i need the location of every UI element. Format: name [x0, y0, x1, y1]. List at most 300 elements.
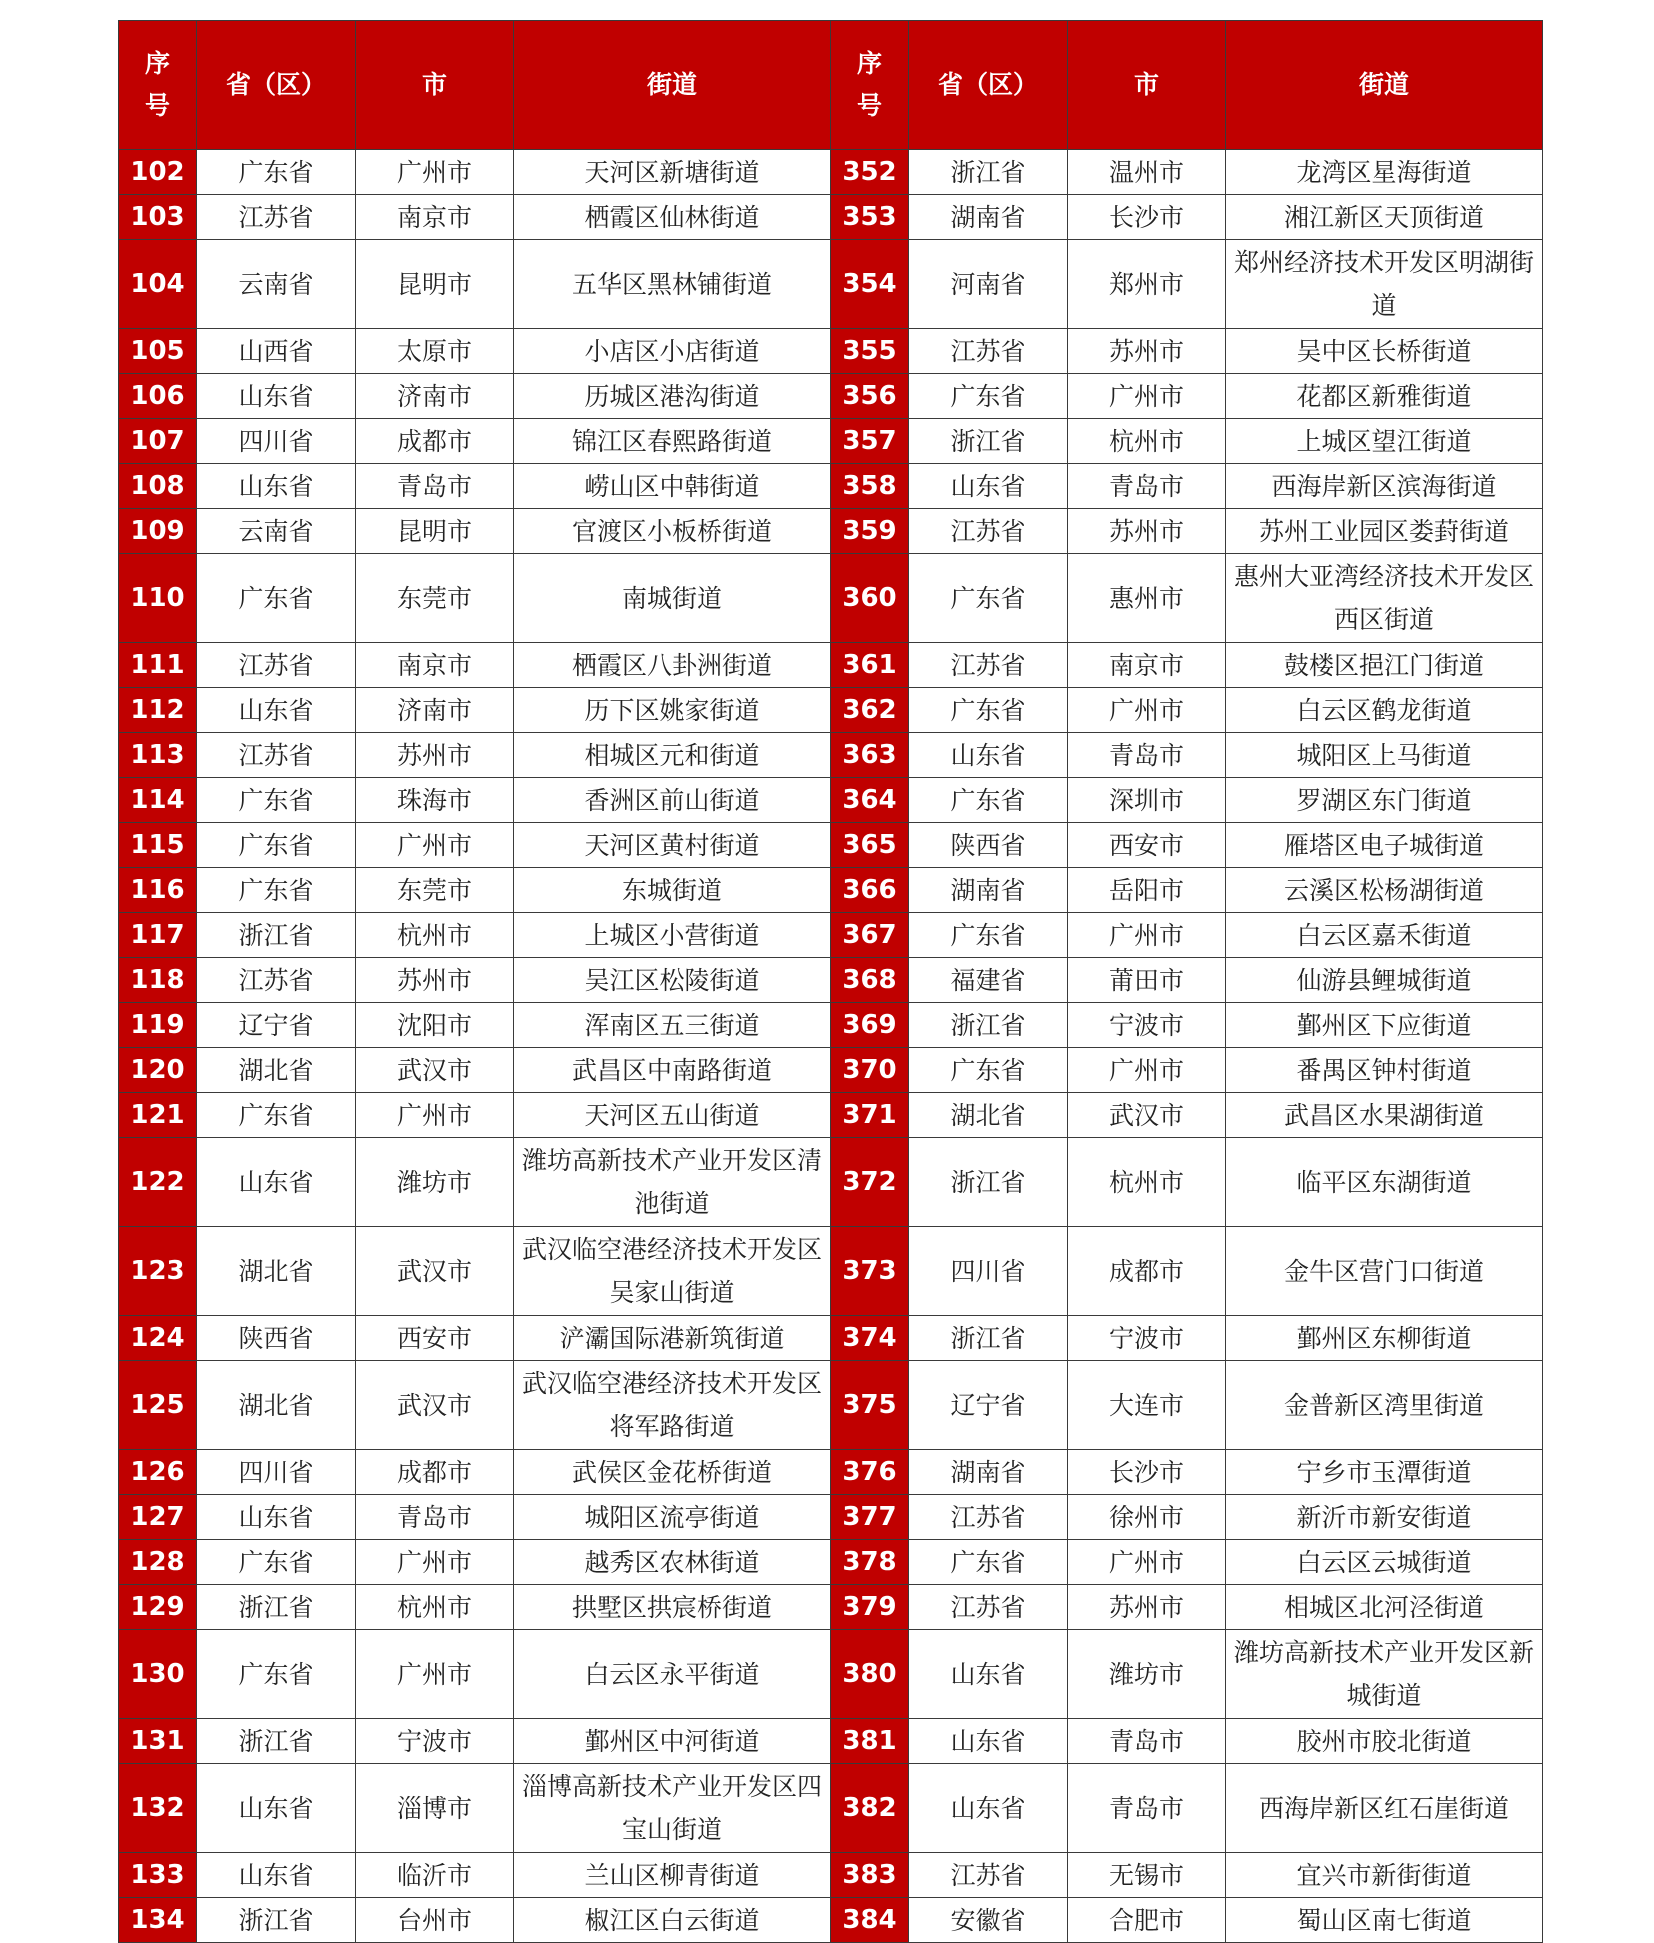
province-cell: 浙江省 — [197, 1719, 356, 1764]
street-cell: 花都区新雅街道 — [1226, 374, 1543, 419]
province-cell: 湖北省 — [197, 1227, 356, 1316]
province-cell: 广东省 — [197, 150, 356, 195]
province-cell: 广东省 — [909, 374, 1068, 419]
street-cell: 宜兴市新街街道 — [1226, 1853, 1543, 1898]
street-cell: 白云区嘉禾街道 — [1226, 913, 1543, 958]
city-cell: 广州市 — [1068, 1048, 1226, 1093]
serial-cell: 123 — [119, 1227, 197, 1316]
city-cell: 临沂市 — [356, 1853, 514, 1898]
street-cell: 仙游县鲤城街道 — [1226, 958, 1543, 1003]
serial-cell: 130 — [119, 1630, 197, 1719]
province-cell: 云南省 — [197, 240, 356, 329]
city-cell: 昆明市 — [356, 240, 514, 329]
street-cell: 新沂市新安街道 — [1226, 1495, 1543, 1540]
table-row — [119, 1048, 1543, 1093]
street-cell: 天河区新塘街道 — [514, 150, 831, 195]
city-cell: 苏州市 — [356, 733, 514, 778]
province-cell: 山东省 — [197, 688, 356, 733]
city-cell: 郑州市 — [1068, 240, 1226, 329]
city-cell: 沈阳市 — [356, 1003, 514, 1048]
city-cell: 广州市 — [1068, 374, 1226, 419]
city-cell: 成都市 — [356, 419, 514, 464]
serial-cell: 119 — [119, 1003, 197, 1048]
province-cell: 浙江省 — [909, 419, 1068, 464]
serial-cell: 364 — [831, 778, 909, 823]
city-cell: 杭州市 — [1068, 1138, 1226, 1227]
street-cell: 苏州工业园区娄葑街道 — [1226, 509, 1543, 554]
street-cell: 金普新区湾里街道 — [1226, 1361, 1543, 1450]
table-row — [119, 1585, 1543, 1630]
serial-cell: 118 — [119, 958, 197, 1003]
serial-cell: 381 — [831, 1719, 909, 1764]
city-cell: 南京市 — [1068, 643, 1226, 688]
province-cell: 浙江省 — [197, 913, 356, 958]
street-list-sheet — [118, 20, 1542, 1943]
table-row — [119, 1361, 1543, 1450]
serial-cell: 370 — [831, 1048, 909, 1093]
province-cell: 河南省 — [909, 240, 1068, 329]
province-cell: 江苏省 — [909, 643, 1068, 688]
province-cell: 江苏省 — [909, 1585, 1068, 1630]
street-cell: 相城区北河泾街道 — [1226, 1585, 1543, 1630]
city-cell: 青岛市 — [1068, 733, 1226, 778]
serial-cell: 380 — [831, 1630, 909, 1719]
serial-cell: 376 — [831, 1450, 909, 1495]
table-row — [119, 1630, 1543, 1719]
serial-cell: 114 — [119, 778, 197, 823]
serial-cell: 359 — [831, 509, 909, 554]
street-cell: 罗湖区东门街道 — [1226, 778, 1543, 823]
city-cell: 温州市 — [1068, 150, 1226, 195]
city-cell: 莆田市 — [1068, 958, 1226, 1003]
street-cell: 越秀区农林街道 — [514, 1540, 831, 1585]
province-cell: 浙江省 — [197, 1898, 356, 1943]
serial-cell: 133 — [119, 1853, 197, 1898]
city-cell: 长沙市 — [1068, 1450, 1226, 1495]
province-cell: 四川省 — [197, 419, 356, 464]
city-cell: 岳阳市 — [1068, 868, 1226, 913]
header-serial-right: 序 号 — [831, 21, 909, 150]
table-row — [119, 1316, 1543, 1361]
province-cell: 山东省 — [197, 374, 356, 419]
table-row — [119, 195, 1543, 240]
street-cell: 吴江区松陵街道 — [514, 958, 831, 1003]
street-cell: 锦江区春熙路街道 — [514, 419, 831, 464]
street-cell: 浐灞国际港新筑街道 — [514, 1316, 831, 1361]
province-cell: 山东省 — [909, 1719, 1068, 1764]
province-cell: 四川省 — [909, 1227, 1068, 1316]
street-cell: 官渡区小板桥街道 — [514, 509, 831, 554]
street-cell: 崂山区中韩街道 — [514, 464, 831, 509]
serial-cell: 363 — [831, 733, 909, 778]
province-cell: 湖北省 — [197, 1361, 356, 1450]
table-row — [119, 1853, 1543, 1898]
table-row — [119, 688, 1543, 733]
city-cell: 潍坊市 — [356, 1138, 514, 1227]
serial-cell: 105 — [119, 329, 197, 374]
province-cell: 山东省 — [909, 1630, 1068, 1719]
city-cell: 杭州市 — [356, 1585, 514, 1630]
serial-cell: 112 — [119, 688, 197, 733]
city-cell: 珠海市 — [356, 778, 514, 823]
serial-cell: 361 — [831, 643, 909, 688]
street-cell: 胶州市胶北街道 — [1226, 1719, 1543, 1764]
serial-cell: 132 — [119, 1764, 197, 1853]
serial-cell: 108 — [119, 464, 197, 509]
table-row — [119, 1227, 1543, 1316]
serial-cell: 382 — [831, 1764, 909, 1853]
table-row — [119, 1003, 1543, 1048]
table-row — [119, 1495, 1543, 1540]
serial-cell: 128 — [119, 1540, 197, 1585]
province-cell: 江苏省 — [197, 643, 356, 688]
street-cell: 云溪区松杨湖街道 — [1226, 868, 1543, 913]
province-cell: 山东省 — [197, 1495, 356, 1540]
city-cell: 徐州市 — [1068, 1495, 1226, 1540]
province-cell: 湖南省 — [909, 868, 1068, 913]
serial-cell: 377 — [831, 1495, 909, 1540]
table-row — [119, 509, 1543, 554]
serial-cell: 378 — [831, 1540, 909, 1585]
serial-cell: 365 — [831, 823, 909, 868]
table-row — [119, 823, 1543, 868]
street-cell: 上城区望江街道 — [1226, 419, 1543, 464]
city-cell: 南京市 — [356, 195, 514, 240]
province-cell: 浙江省 — [909, 150, 1068, 195]
city-cell: 广州市 — [356, 823, 514, 868]
street-cell: 金牛区营门口街道 — [1226, 1227, 1543, 1316]
city-cell: 广州市 — [356, 1630, 514, 1719]
province-cell: 山东省 — [909, 733, 1068, 778]
city-cell: 无锡市 — [1068, 1853, 1226, 1898]
city-cell: 长沙市 — [1068, 195, 1226, 240]
street-cell: 宁乡市玉潭街道 — [1226, 1450, 1543, 1495]
serial-cell: 353 — [831, 195, 909, 240]
street-table — [118, 20, 1543, 1943]
province-cell: 山东省 — [197, 464, 356, 509]
serial-cell: 109 — [119, 509, 197, 554]
city-cell: 广州市 — [356, 1540, 514, 1585]
serial-cell: 121 — [119, 1093, 197, 1138]
city-cell: 武汉市 — [356, 1361, 514, 1450]
city-cell: 青岛市 — [1068, 1719, 1226, 1764]
city-cell: 青岛市 — [356, 1495, 514, 1540]
street-cell: 历城区港沟街道 — [514, 374, 831, 419]
table-row — [119, 554, 1543, 643]
table-row — [119, 1138, 1543, 1227]
street-cell: 临平区东湖街道 — [1226, 1138, 1543, 1227]
street-cell: 淄博高新技术产业开发区四宝山街道 — [514, 1764, 831, 1853]
province-cell: 湖南省 — [909, 1450, 1068, 1495]
city-cell: 广州市 — [1068, 913, 1226, 958]
province-cell: 浙江省 — [909, 1138, 1068, 1227]
street-cell: 郑州经济技术开发区明湖街道 — [1226, 240, 1543, 329]
province-cell: 广东省 — [197, 868, 356, 913]
serial-cell: 367 — [831, 913, 909, 958]
city-cell: 大连市 — [1068, 1361, 1226, 1450]
province-cell: 山东省 — [197, 1138, 356, 1227]
province-cell: 云南省 — [197, 509, 356, 554]
province-cell: 广东省 — [197, 1630, 356, 1719]
city-cell: 宁波市 — [1068, 1003, 1226, 1048]
street-cell: 东城街道 — [514, 868, 831, 913]
street-cell: 鄞州区下应街道 — [1226, 1003, 1543, 1048]
serial-cell: 111 — [119, 643, 197, 688]
street-cell: 潍坊高新技术产业开发区清池街道 — [514, 1138, 831, 1227]
header-province-right: 省（区） — [909, 21, 1068, 150]
city-cell: 合肥市 — [1068, 1898, 1226, 1943]
serial-cell: 102 — [119, 150, 197, 195]
street-cell: 历下区姚家街道 — [514, 688, 831, 733]
street-cell: 鄞州区东柳街道 — [1226, 1316, 1543, 1361]
province-cell: 江苏省 — [197, 958, 356, 1003]
serial-cell: 356 — [831, 374, 909, 419]
table-row — [119, 1898, 1543, 1943]
street-cell: 武汉临空港经济技术开发区将军路街道 — [514, 1361, 831, 1450]
street-cell: 浑南区五三街道 — [514, 1003, 831, 1048]
city-cell: 东莞市 — [356, 554, 514, 643]
street-cell: 武昌区中南路街道 — [514, 1048, 831, 1093]
city-cell: 广州市 — [356, 1093, 514, 1138]
table-row — [119, 733, 1543, 778]
city-cell: 潍坊市 — [1068, 1630, 1226, 1719]
serial-cell: 122 — [119, 1138, 197, 1227]
street-cell: 栖霞区仙林街道 — [514, 195, 831, 240]
city-cell: 昆明市 — [356, 509, 514, 554]
street-cell: 鼓楼区挹江门街道 — [1226, 643, 1543, 688]
city-cell: 宁波市 — [356, 1719, 514, 1764]
province-cell: 广东省 — [909, 554, 1068, 643]
province-cell: 福建省 — [909, 958, 1068, 1003]
table-row — [119, 1450, 1543, 1495]
header-province-left: 省（区） — [197, 21, 356, 150]
serial-cell: 374 — [831, 1316, 909, 1361]
serial-cell: 360 — [831, 554, 909, 643]
serial-cell: 354 — [831, 240, 909, 329]
city-cell: 杭州市 — [1068, 419, 1226, 464]
street-cell: 吴中区长桥街道 — [1226, 329, 1543, 374]
city-cell: 武汉市 — [356, 1227, 514, 1316]
table-row — [119, 1764, 1543, 1853]
serial-cell: 379 — [831, 1585, 909, 1630]
province-cell: 山东省 — [909, 1764, 1068, 1853]
table-row — [119, 913, 1543, 958]
street-cell: 南城街道 — [514, 554, 831, 643]
table-row — [119, 419, 1543, 464]
serial-cell: 124 — [119, 1316, 197, 1361]
street-cell: 番禺区钟村街道 — [1226, 1048, 1543, 1093]
serial-cell: 106 — [119, 374, 197, 419]
city-cell: 成都市 — [1068, 1227, 1226, 1316]
serial-cell: 127 — [119, 1495, 197, 1540]
city-cell: 苏州市 — [1068, 1585, 1226, 1630]
city-cell: 杭州市 — [356, 913, 514, 958]
serial-cell: 383 — [831, 1853, 909, 1898]
header-street-right: 街道 — [1226, 21, 1543, 150]
street-cell: 栖霞区八卦洲街道 — [514, 643, 831, 688]
serial-cell: 375 — [831, 1361, 909, 1450]
table-header — [119, 21, 1543, 150]
street-cell: 香洲区前山街道 — [514, 778, 831, 823]
province-cell: 江苏省 — [909, 1495, 1068, 1540]
street-cell: 五华区黑林铺街道 — [514, 240, 831, 329]
province-cell: 广东省 — [909, 1048, 1068, 1093]
province-cell: 广东省 — [197, 1540, 356, 1585]
street-cell: 潍坊高新技术产业开发区新城街道 — [1226, 1630, 1543, 1719]
serial-cell: 131 — [119, 1719, 197, 1764]
street-cell: 白云区鹤龙街道 — [1226, 688, 1543, 733]
province-cell: 广东省 — [909, 1540, 1068, 1585]
serial-cell: 134 — [119, 1898, 197, 1943]
serial-cell: 120 — [119, 1048, 197, 1093]
serial-cell: 366 — [831, 868, 909, 913]
table-row — [119, 643, 1543, 688]
province-cell: 湖北省 — [197, 1048, 356, 1093]
serial-cell: 117 — [119, 913, 197, 958]
province-cell: 江苏省 — [909, 1853, 1068, 1898]
serial-cell: 384 — [831, 1898, 909, 1943]
street-cell: 上城区小营街道 — [514, 913, 831, 958]
city-cell: 苏州市 — [1068, 509, 1226, 554]
street-cell: 拱墅区拱宸桥街道 — [514, 1585, 831, 1630]
province-cell: 山西省 — [197, 329, 356, 374]
province-cell: 浙江省 — [197, 1585, 356, 1630]
serial-cell: 352 — [831, 150, 909, 195]
city-cell: 广州市 — [356, 150, 514, 195]
serial-cell: 368 — [831, 958, 909, 1003]
city-cell: 青岛市 — [356, 464, 514, 509]
province-cell: 江苏省 — [909, 329, 1068, 374]
street-cell: 西海岸新区红石崖街道 — [1226, 1764, 1543, 1853]
province-cell: 广东省 — [909, 913, 1068, 958]
city-cell: 南京市 — [356, 643, 514, 688]
province-cell: 广东省 — [197, 823, 356, 868]
province-cell: 山东省 — [909, 464, 1068, 509]
table-row — [119, 1719, 1543, 1764]
header-city-right: 市 — [1068, 21, 1226, 150]
header-city-left: 市 — [356, 21, 514, 150]
street-cell: 城阳区上马街道 — [1226, 733, 1543, 778]
table-row — [119, 464, 1543, 509]
serial-cell: 362 — [831, 688, 909, 733]
street-cell: 龙湾区星海街道 — [1226, 150, 1543, 195]
city-cell: 成都市 — [356, 1450, 514, 1495]
province-cell: 四川省 — [197, 1450, 356, 1495]
table-row — [119, 329, 1543, 374]
street-cell: 白云区永平街道 — [514, 1630, 831, 1719]
province-cell: 山东省 — [197, 1764, 356, 1853]
city-cell: 武汉市 — [1068, 1093, 1226, 1138]
province-cell: 辽宁省 — [909, 1361, 1068, 1450]
street-cell: 湘江新区天顶街道 — [1226, 195, 1543, 240]
city-cell: 太原市 — [356, 329, 514, 374]
city-cell: 苏州市 — [356, 958, 514, 1003]
serial-cell: 107 — [119, 419, 197, 464]
city-cell: 济南市 — [356, 688, 514, 733]
province-cell: 湖南省 — [909, 195, 1068, 240]
table-body — [119, 150, 1543, 1943]
serial-cell: 116 — [119, 868, 197, 913]
serial-cell: 373 — [831, 1227, 909, 1316]
province-cell: 安徽省 — [909, 1898, 1068, 1943]
header-street-left: 街道 — [514, 21, 831, 150]
city-cell: 广州市 — [1068, 688, 1226, 733]
serial-cell: 113 — [119, 733, 197, 778]
street-cell: 武侯区金花桥街道 — [514, 1450, 831, 1495]
city-cell: 西安市 — [1068, 823, 1226, 868]
city-cell: 深圳市 — [1068, 778, 1226, 823]
serial-cell: 125 — [119, 1361, 197, 1450]
street-cell: 雁塔区电子城街道 — [1226, 823, 1543, 868]
street-cell: 天河区黄村街道 — [514, 823, 831, 868]
serial-cell: 357 — [831, 419, 909, 464]
table-row — [119, 374, 1543, 419]
city-cell: 广州市 — [1068, 1540, 1226, 1585]
table-row — [119, 868, 1543, 913]
serial-cell: 355 — [831, 329, 909, 374]
header-row — [119, 21, 1543, 150]
street-cell: 天河区五山街道 — [514, 1093, 831, 1138]
serial-cell: 103 — [119, 195, 197, 240]
street-cell: 蜀山区南七街道 — [1226, 1898, 1543, 1943]
city-cell: 青岛市 — [1068, 464, 1226, 509]
serial-cell: 126 — [119, 1450, 197, 1495]
province-cell: 江苏省 — [197, 195, 356, 240]
street-cell: 白云区云城街道 — [1226, 1540, 1543, 1585]
serial-cell: 104 — [119, 240, 197, 329]
street-cell: 惠州大亚湾经济技术开发区西区街道 — [1226, 554, 1543, 643]
province-cell: 山东省 — [197, 1853, 356, 1898]
street-cell: 兰山区柳青街道 — [514, 1853, 831, 1898]
province-cell: 江苏省 — [909, 509, 1068, 554]
province-cell: 广东省 — [197, 554, 356, 643]
table-row — [119, 778, 1543, 823]
serial-cell: 371 — [831, 1093, 909, 1138]
city-cell: 惠州市 — [1068, 554, 1226, 643]
serial-cell: 369 — [831, 1003, 909, 1048]
serial-cell: 372 — [831, 1138, 909, 1227]
street-cell: 鄞州区中河街道 — [514, 1719, 831, 1764]
city-cell: 苏州市 — [1068, 329, 1226, 374]
street-cell: 相城区元和街道 — [514, 733, 831, 778]
province-cell: 江苏省 — [197, 733, 356, 778]
street-cell: 城阳区流亭街道 — [514, 1495, 831, 1540]
city-cell: 青岛市 — [1068, 1764, 1226, 1853]
province-cell: 广东省 — [197, 1093, 356, 1138]
street-cell: 武昌区水果湖街道 — [1226, 1093, 1543, 1138]
province-cell: 陕西省 — [909, 823, 1068, 868]
street-cell: 西海岸新区滨海街道 — [1226, 464, 1543, 509]
city-cell: 台州市 — [356, 1898, 514, 1943]
street-cell: 椒江区白云街道 — [514, 1898, 831, 1943]
city-cell: 淄博市 — [356, 1764, 514, 1853]
city-cell: 东莞市 — [356, 868, 514, 913]
province-cell: 辽宁省 — [197, 1003, 356, 1048]
province-cell: 陕西省 — [197, 1316, 356, 1361]
province-cell: 广东省 — [909, 688, 1068, 733]
serial-cell: 115 — [119, 823, 197, 868]
table-row — [119, 1540, 1543, 1585]
table-row — [119, 240, 1543, 329]
street-cell: 小店区小店街道 — [514, 329, 831, 374]
city-cell: 济南市 — [356, 374, 514, 419]
street-cell: 武汉临空港经济技术开发区吴家山街道 — [514, 1227, 831, 1316]
city-cell: 西安市 — [356, 1316, 514, 1361]
province-cell: 浙江省 — [909, 1316, 1068, 1361]
city-cell: 武汉市 — [356, 1048, 514, 1093]
province-cell: 湖北省 — [909, 1093, 1068, 1138]
table-row — [119, 958, 1543, 1003]
